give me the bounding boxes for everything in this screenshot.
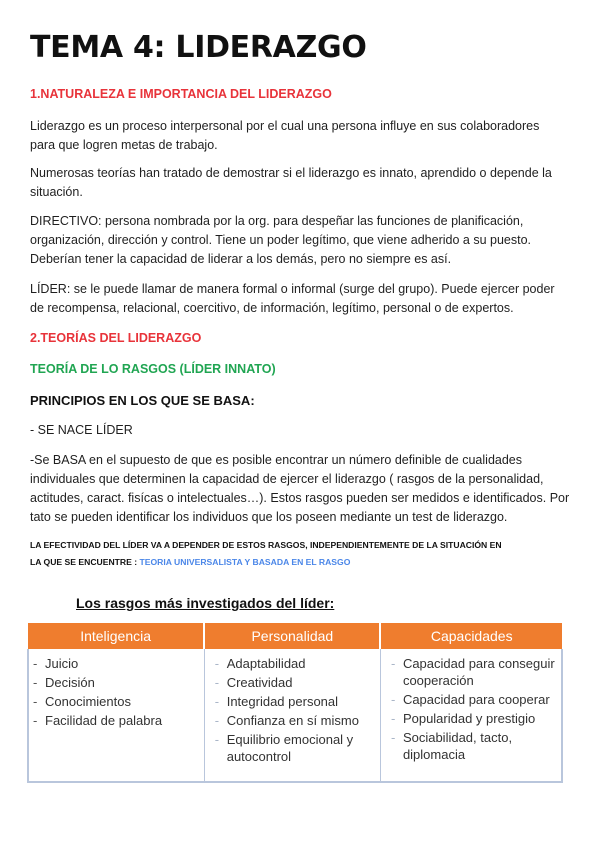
- section-heading-naturaleza: 1.NATURALEZA E IMPORTANCIA DEL LIDERAZGO: [30, 87, 332, 101]
- caps-efectividad: [30, 537, 575, 571]
- principles-heading: PRINCIPIOS EN LOS QUE SE BASA:: [30, 393, 255, 408]
- line: organización, dirección y control. Tiene un poder legítimo, que viene adherido a su puesto.: [30, 233, 532, 247]
- header-personalidad: Personalidad: [204, 623, 380, 649]
- subheading-teoria-rasgos: TEORÍA DE LO RASGOS (LÍDER INNATO): [30, 362, 276, 376]
- teoria-universalista-text: TEORIA UNIVERSALISTA Y BASADA EN EL RASGO: [139, 557, 351, 567]
- traits-table-title: Los rasgos más investigados del líder:: [76, 595, 335, 611]
- line: tato se pueden identificar los individuos que los poseen mediante un test de liderazgo.: [30, 510, 508, 524]
- paragraph-teorias: [30, 164, 570, 202]
- paragraph-lider: [30, 280, 570, 318]
- traits-table-figure: [27, 595, 563, 785]
- line: Deberían tener la capacidad de liderar a los demás, pero no siempre es así.: [30, 252, 452, 266]
- list-item: - Sociabilidad, tacto, diplomacia: [391, 729, 561, 763]
- list-item: - Adaptabilidad: [215, 655, 380, 672]
- line: -Se BASA en el supuesto de que es posible encontrar un número definible de cualidades: [30, 453, 522, 467]
- header-inteligencia: Inteligencia: [28, 623, 204, 649]
- traits-table-row: [28, 649, 562, 782]
- cell-capacidades: [380, 649, 562, 782]
- section-heading-teorias: 2.TEORÍAS DEL LIDERAZGO: [30, 331, 202, 345]
- line: situación.: [30, 185, 83, 199]
- list-item: - Creatividad: [215, 674, 380, 691]
- line: Numerosas teorías han tratado de demostrar si el liderazgo es innato, aprendido o depende la: [30, 166, 552, 180]
- line: DIRECTIVO: persona nombrada por la org. para despeñar las funciones de planificación,: [30, 214, 524, 228]
- cell-inteligencia: [28, 649, 204, 782]
- list-inteligencia: [33, 655, 204, 729]
- paragraph-directivo: [30, 212, 570, 269]
- traits-table: [27, 623, 563, 783]
- line: de recompensa, relacional, coercitivo, de información, legítimo, personal o de expertos.: [30, 301, 514, 315]
- header-capacidades: Capacidades: [380, 623, 562, 649]
- line: actitudes, caract. fisícas o intelectuales…). Estos rasgos pueden ser medidos e identificados. Por: [30, 491, 570, 505]
- list-item: - Integridad personal: [215, 693, 380, 710]
- list-personalidad: [215, 655, 380, 765]
- caps-line: LA EFECTIVIDAD DEL LÍDER VA A DEPENDER DE ESTOS RASGOS, INDEPENDIENTEMENTE DE LA SITUACIÓN EN: [30, 540, 502, 550]
- list-item: - Capacidad para cooperar: [391, 691, 561, 708]
- list-capacidades: [391, 655, 561, 763]
- list-item: - Equilibrio emocional y autocontrol: [215, 731, 380, 765]
- list-item: - Capacidad para conseguir cooperación: [391, 655, 561, 689]
- page-title: TEMA 4: LIDERAZGO: [30, 30, 367, 65]
- list-item: - Decisión: [33, 674, 204, 691]
- line: Liderazgo es un proceso interpersonal por el cual una persona influye en sus colaboradores: [30, 119, 540, 133]
- line: LÍDER: se le puede llamar de manera formal o informal (surge del grupo). Puede ejercer poder: [30, 282, 555, 296]
- paragraph-definicion: [30, 117, 570, 155]
- list-item: - Confianza en sí mismo: [215, 712, 380, 729]
- caps-line: LA QUE SE ENCUENTRE :: [30, 557, 138, 567]
- paragraph-supuesto: [30, 451, 570, 527]
- bullet-se-nace-lider: - SE NACE LÍDER: [30, 423, 133, 437]
- list-item: - Conocimientos: [33, 693, 204, 710]
- line: individuales que determinen la capacidad de ejercer el liderazgo ( rasgos de la personalidad,: [30, 472, 544, 486]
- line: para que logren metas de trabajo.: [30, 138, 218, 152]
- cell-personalidad: [204, 649, 380, 782]
- traits-table-header-row: [28, 623, 562, 649]
- list-item: - Popularidad y prestigio: [391, 710, 561, 727]
- list-item: - Juicio: [33, 655, 204, 672]
- list-item: - Facilidad de palabra: [33, 712, 204, 729]
